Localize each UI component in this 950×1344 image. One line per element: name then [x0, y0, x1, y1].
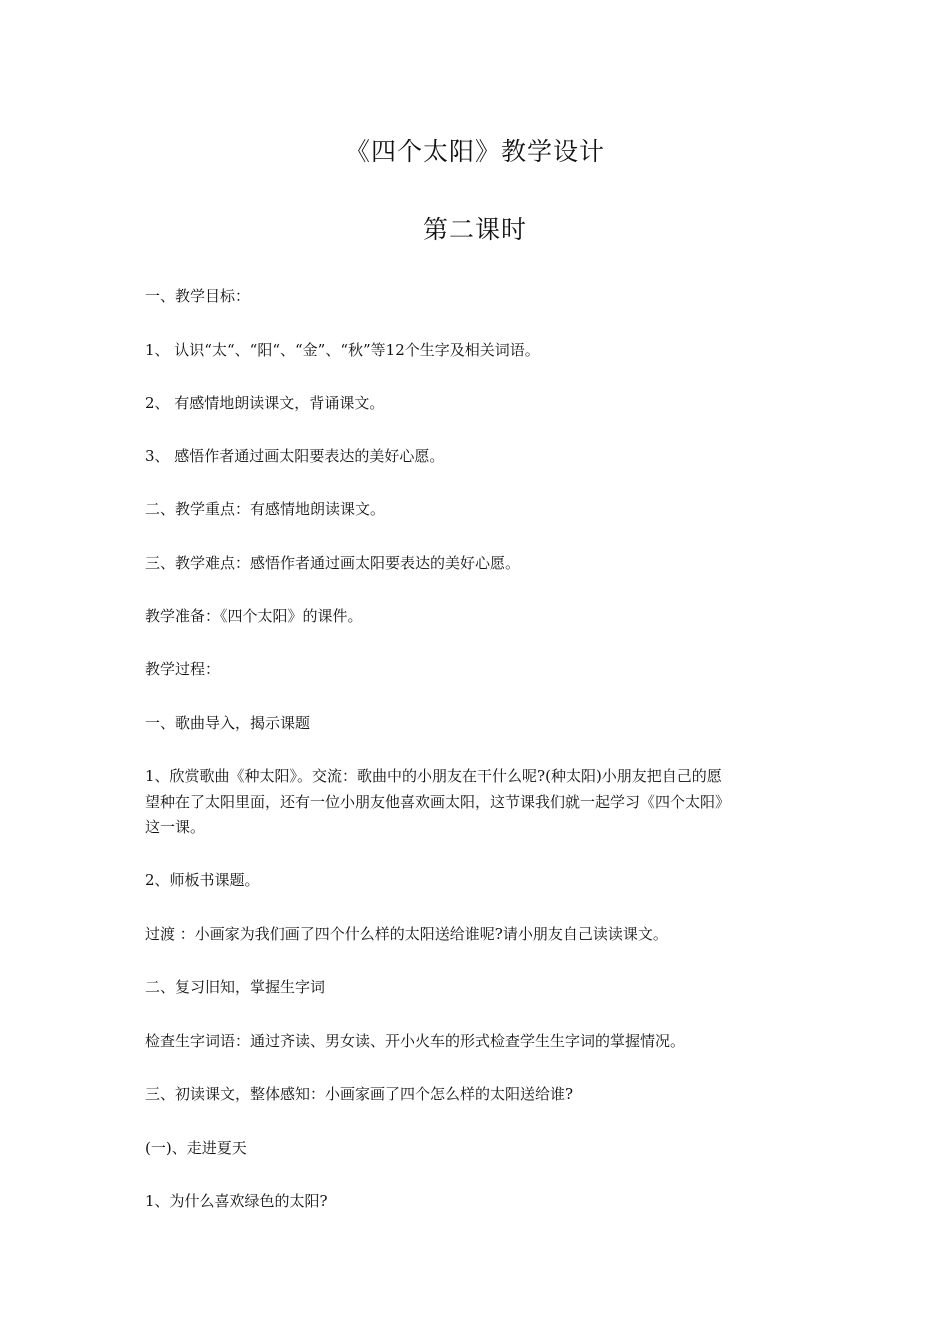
vocabulary-check: 检查生字词语：通过齐读、男女读、开小火车的形式检查学生生字词的掌握情况。: [145, 1032, 686, 1050]
teaching-preparation: 教学准备：《四个太阳》的课件。: [145, 607, 363, 625]
paragraph-line: 这一课。: [145, 818, 206, 836]
step-heading-3: 三、初读课文，整体感知：小画家画了四个怎么样的太阳送给谁?: [145, 1085, 574, 1103]
section-heading-key-point: 二、教学重点：有感情地朗读课文。: [145, 500, 386, 518]
paragraph-line: 望种在了太阳里面，还有一位小朋友他喜欢画太阳，这节课我们就一起学习《四个太阳》: [145, 793, 731, 811]
teaching-process-heading: 教学过程：: [145, 660, 221, 678]
document-title: 《四个太阳》教学设计: [344, 137, 605, 166]
question-item-1: 1、为什么喜欢绿色的太阳?: [145, 1192, 328, 1210]
subsection-heading-summer: (一)、走进夏天: [145, 1139, 247, 1157]
section-heading-objectives: 一、教学目标：: [145, 287, 251, 305]
paragraph-line: 1、欣赏歌曲《种太阳》。交流：歌曲中的小朋友在干什么呢?(种太阳)小朋友把自己的愿: [145, 767, 722, 785]
objective-item-2: 2、 有感情地朗读课文，背诵课文。: [145, 394, 385, 412]
section-heading-difficulty: 三、教学难点：感悟作者通过画太阳要表达的美好心愿。: [145, 554, 521, 572]
step-heading-2: 二、复习旧知，掌握生字词: [145, 978, 326, 996]
step-item-2: 2、师板书课题。: [145, 871, 260, 889]
step-heading-1: 一、歌曲导入，揭示课题: [145, 714, 311, 732]
objective-item-3: 3、 感悟作者通过画太阳要表达的美好心愿。: [145, 447, 445, 465]
objective-item-1: 1、 认识“太“、“阳“、“金”、“秋”等12个生字及相关词语。: [145, 341, 540, 359]
document-subtitle: 第二课时: [422, 215, 527, 244]
transition-text: 过渡 ：小画家为我们画了四个什么样的太阳送给谁呢?请小朋友自己读读课文。: [145, 925, 668, 943]
